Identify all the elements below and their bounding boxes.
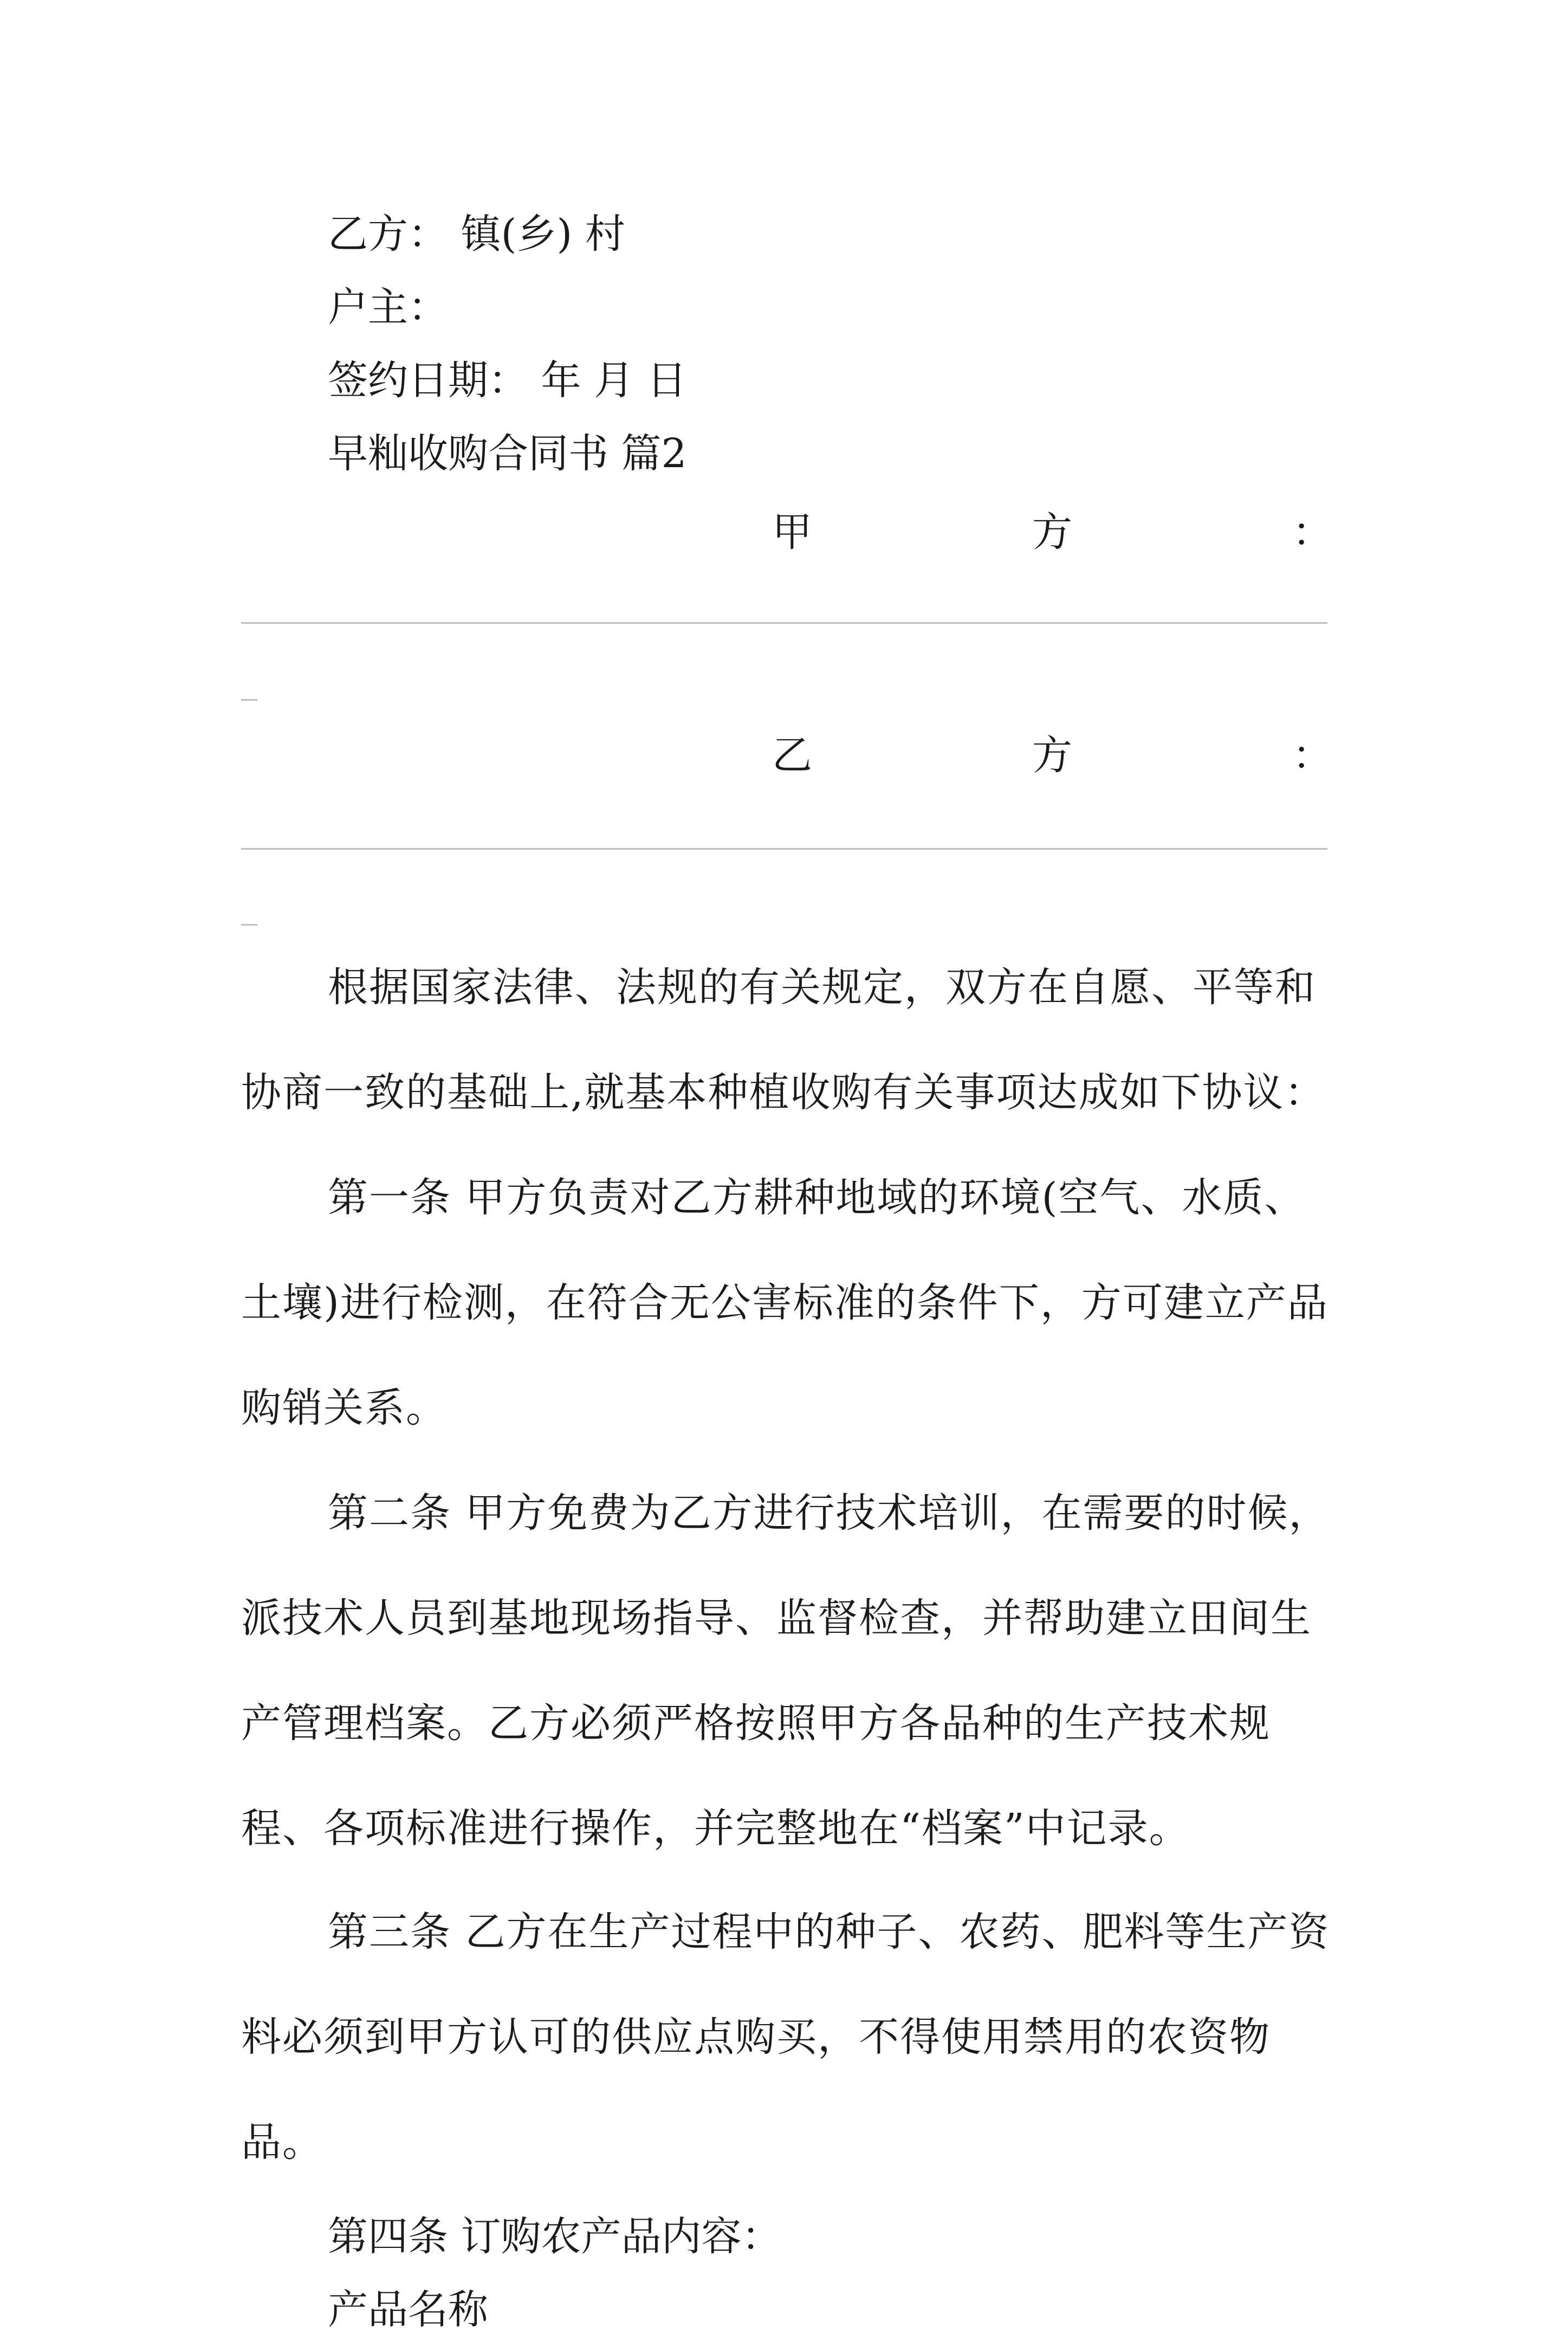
party-b-char-1: 乙	[772, 732, 812, 779]
party-b-colon: ：	[1292, 732, 1332, 779]
party-b-rule-tail	[241, 924, 257, 926]
article-3: 第三条 乙方在生产过程中的种子、农药、肥料等生产资料必须到甲方认可的供应点购买，不得使用禁用的农资物品。	[241, 1909, 1330, 2166]
party-b-signature-rule	[241, 848, 1327, 850]
party-a-signature-rule	[241, 622, 1327, 624]
party-a-colon: ：	[1292, 509, 1332, 555]
section-title: 早籼收购合同书 篇2	[328, 430, 687, 477]
article-4: 第四条 订购农产品内容：	[328, 2213, 782, 2260]
article-1: 第一条 甲方负责对乙方耕种地域的环境(空气、水质、土壤)进行检测，在符合无公害标准的条件下，方可建立产品购销关系。	[241, 1174, 1329, 1431]
party-a-char-1: 甲	[772, 509, 812, 555]
party-b-char-2: 方	[1032, 732, 1072, 779]
sign-date-line: 签约日期： 年 月 日	[328, 357, 687, 404]
article-2: 第二条 甲方免费为乙方进行技术培训，在需要的时候，派技术人员到基地现场指导、监督检查，并帮助建立田间生产管理档案。乙方必须严格按照甲方各品种的生产技术规程、各项标准进行操作，并完整地在“档案”中记录。	[241, 1490, 1330, 1852]
product-name-line: 产品名称	[328, 2286, 488, 2333]
intro-paragraph: 根据国家法律、法规的有关规定，双方在自愿、平等和协商一致的基础上,就基本种植收购有关事项达成如下协议：	[241, 964, 1326, 1116]
party-b-village-line: 乙方： 镇(乡) 村	[328, 211, 625, 257]
party-a-char-2: 方	[1032, 509, 1072, 555]
party-a-rule-tail	[241, 699, 257, 701]
household-head-line: 户主：	[328, 284, 448, 331]
